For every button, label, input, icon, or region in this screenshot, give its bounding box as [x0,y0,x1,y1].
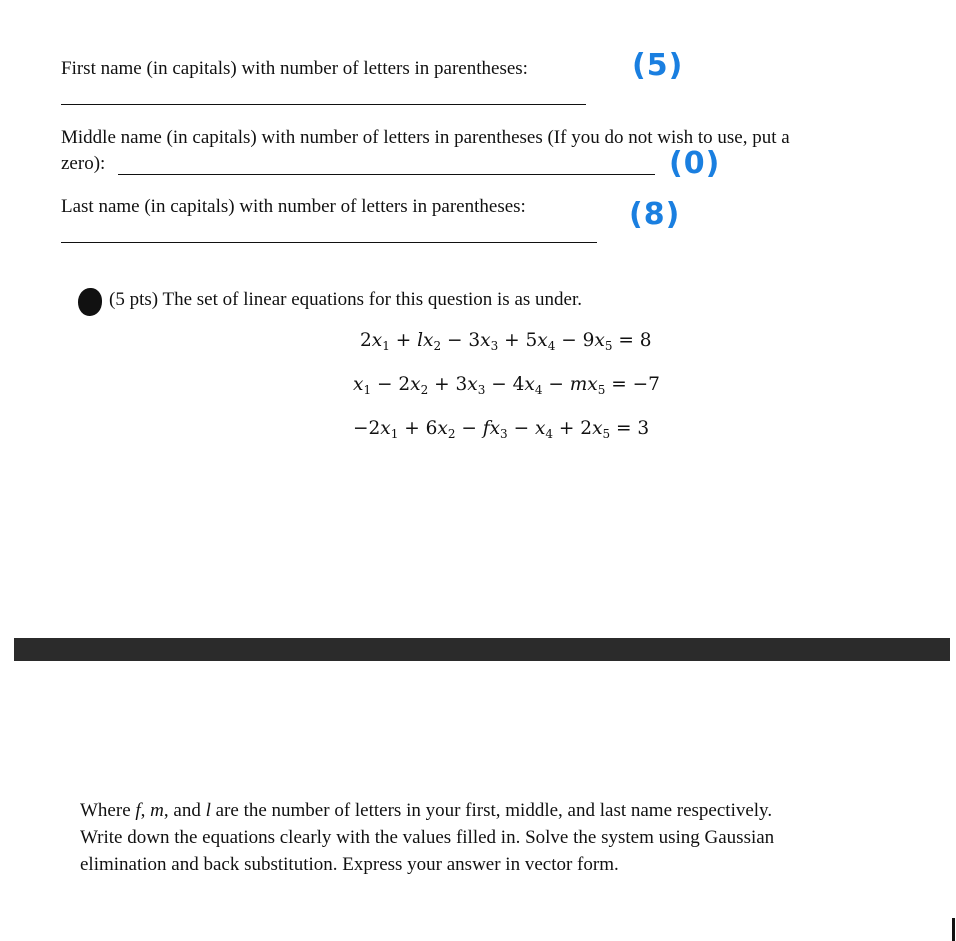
middle-name-blank[interactable] [118,174,655,175]
middle-name-label-cont [61,152,105,176]
eq2-coef4: − 4 [485,374,525,395]
instructions-line-3: elimination and back substitution. Express your answer in vector form. [80,854,619,875]
last-name-handwritten-value: (8) [629,197,681,232]
first-name-label: First name (in capitals) with number of letters in parentheses: [61,58,528,79]
middle-name-label: Middle name (in capitals) with number of letters in parentheses (If you do not wish to use, put a [61,127,790,148]
eq1-coef1: 2 [360,330,372,351]
eq3-coef2: + 6 [398,418,438,439]
instructions [80,797,774,878]
first-name-handwritten-value: (5) [632,48,684,83]
var-m: m [150,800,164,821]
var-l: l [205,800,211,821]
eq2-coef3: + 3 [428,374,468,395]
edge-mark [952,918,955,941]
eq1-rhs: = 8 [612,330,652,351]
eq3-coef1: −2 [353,418,381,439]
middle-name-handwritten-value: (0) [669,146,721,181]
instr-text-b: are the number of letters in your first, middle, and last name respectively. [210,800,773,821]
first-name-blank[interactable] [61,104,586,105]
eq2-coef2: − 2 [371,374,411,395]
instructions-line-2: Write down the equations clearly with the values filled in. Solve the system using Gaussian [80,827,775,848]
page-divider-bar [14,638,950,661]
equation-3: $-2x_1 + 6x_2 - fx_3 - x_4 + 2x_5 = 3$ [353,418,650,441]
last-name-blank[interactable] [61,242,597,243]
eq3-coef4: − [507,418,535,439]
eq1-coef3: − 3 [441,330,481,351]
eq2-rhs: = −7 [605,374,660,395]
equation-2: $x_1 - 2x_2 + 3x_3 - 4x_4 - mx_5 = -7$ [353,374,660,397]
bullet-icon [78,288,102,316]
last-name-label: Last name (in capitals) with number of letters in parentheses: [61,196,526,217]
instr-sep-1: , [140,800,151,821]
var-f: f [135,800,141,821]
equation-1: $2x_1 + lx_2 - 3x_3 + 5x_4 - 9x_5 = 8$ [360,330,652,353]
middle-name-label-end: zero): [61,153,106,174]
instructions-line-1 [80,797,774,824]
eq1-coef5: − 9 [555,330,595,351]
eq1-coef4: + 5 [498,330,538,351]
eq3-coef5: + 2 [553,418,593,439]
question-intro: (5 pts) The set of linear equations for this question is as under. [109,289,582,310]
eq3-rhs: = 3 [610,418,650,439]
instr-text-a: Where [80,800,136,821]
instr-sep-2: , and [163,800,206,821]
